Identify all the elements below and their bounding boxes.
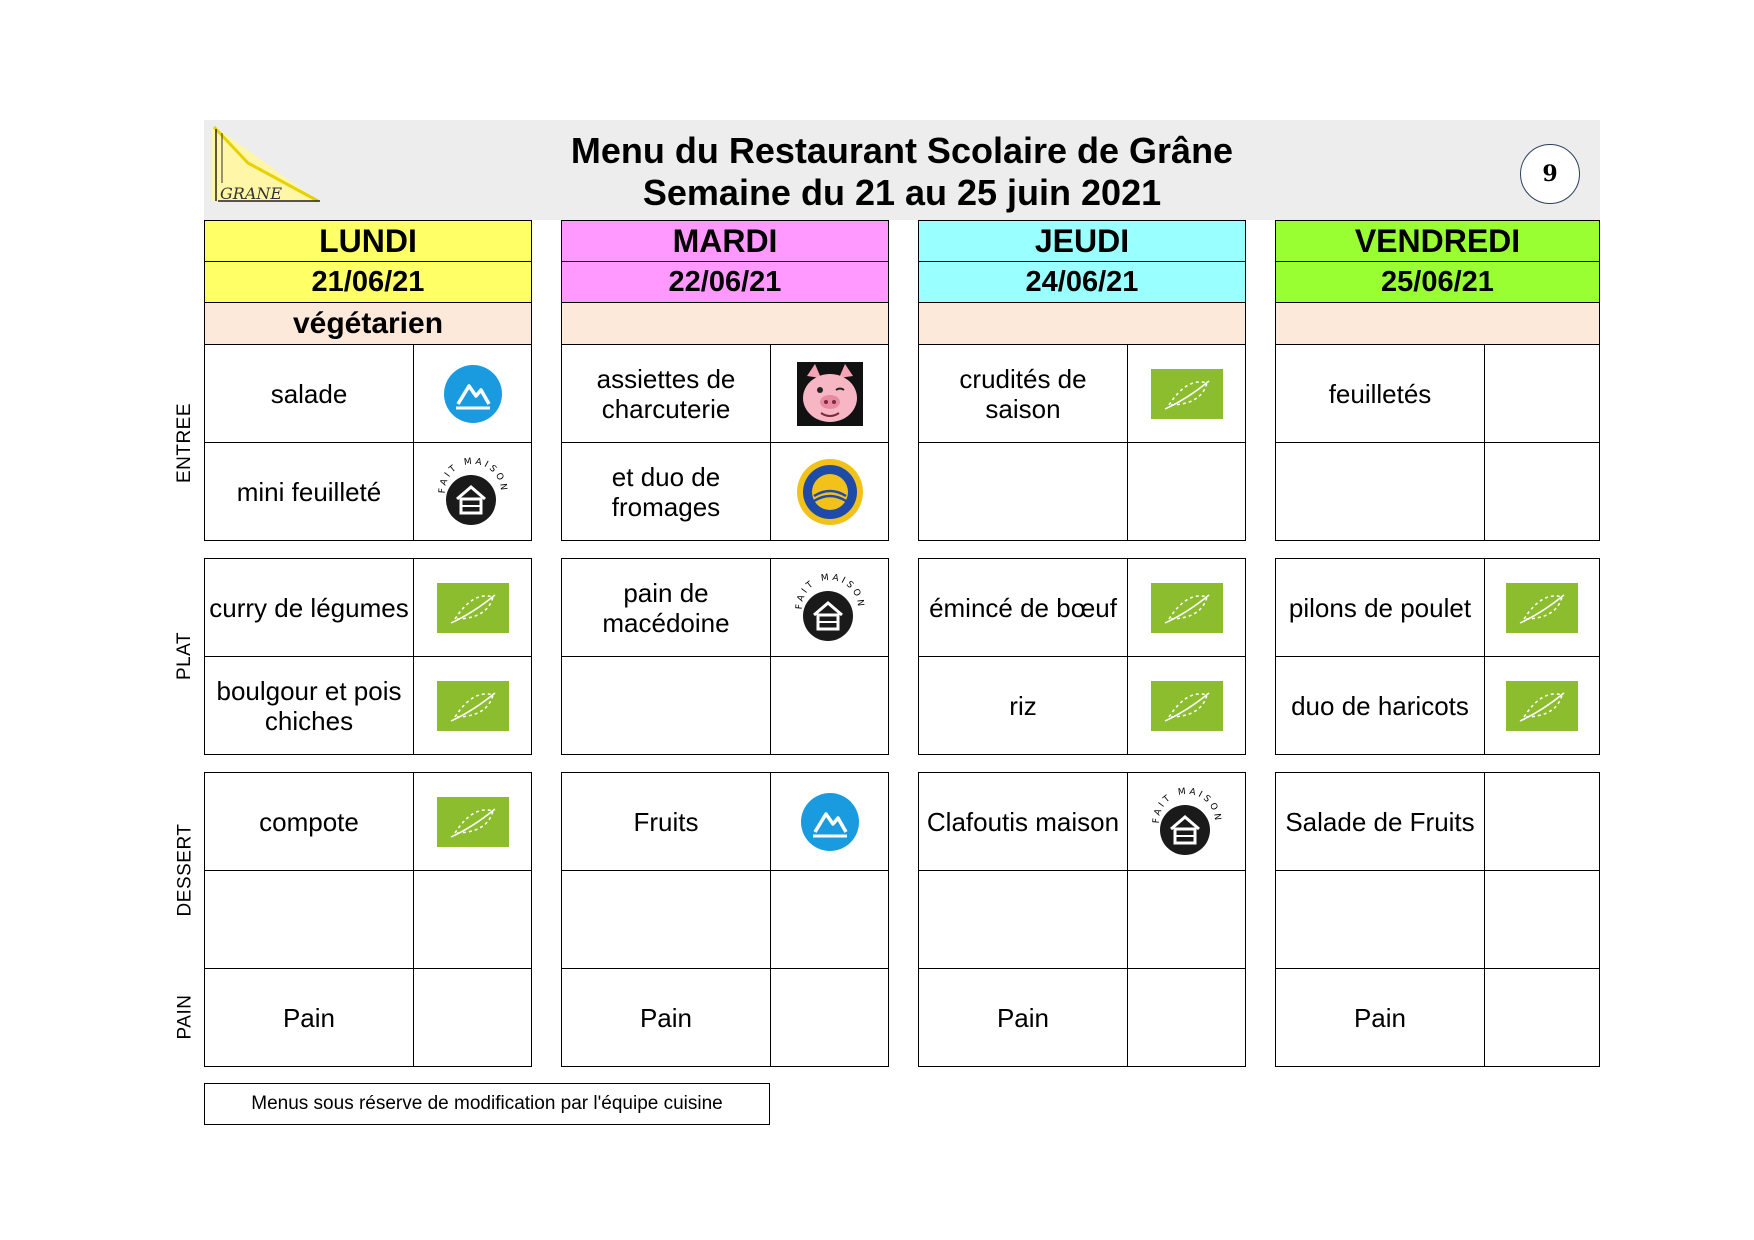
dessert-label-cell-1 bbox=[1484, 772, 1600, 871]
local-mountain-icon bbox=[443, 364, 503, 424]
entree-item-1: salade bbox=[204, 344, 414, 443]
local-mountain-icon bbox=[800, 792, 860, 852]
entree-label-cell-2 bbox=[413, 442, 532, 541]
eu-organic-leaf-icon bbox=[437, 681, 509, 731]
eu-organic-leaf-icon bbox=[1151, 583, 1223, 633]
plat-label-cell-1 bbox=[1484, 558, 1600, 657]
plat-label-cell-1 bbox=[413, 558, 532, 657]
entree-item-2 bbox=[1275, 442, 1485, 541]
plat-item-2 bbox=[561, 656, 771, 755]
section-label-dessert: DESSERT bbox=[174, 823, 195, 917]
plat-label-cell-2 bbox=[413, 656, 532, 755]
page-subtitle: Semaine du 21 au 25 juin 2021 bbox=[642, 172, 1162, 213]
day-theme bbox=[1275, 302, 1600, 345]
dessert-item-2 bbox=[1275, 870, 1485, 969]
entree-label-cell-1 bbox=[770, 344, 889, 443]
dessert-label-cell-2 bbox=[770, 870, 889, 969]
entree-item-2: et duo de fromages bbox=[561, 442, 771, 541]
entree-label-cell-2 bbox=[1484, 442, 1600, 541]
plat-label-cell-1 bbox=[770, 558, 889, 657]
pain-label-cell bbox=[413, 968, 532, 1067]
plat-item-2: duo de haricots bbox=[1275, 656, 1485, 755]
eu-organic-leaf-icon bbox=[1151, 681, 1223, 731]
eu-organic-leaf-icon bbox=[1151, 369, 1223, 419]
day-date: 22/06/21 bbox=[561, 261, 889, 303]
plat-label-cell-1 bbox=[1127, 558, 1246, 657]
entree-item-2: mini feuilleté bbox=[204, 442, 414, 541]
section-label-plat: PLAT bbox=[174, 631, 196, 681]
page-title: Menu du Restaurant Scolaire de Grâne bbox=[570, 130, 1234, 171]
entree-label-cell-1 bbox=[413, 344, 532, 443]
day-date: 24/06/21 bbox=[918, 261, 1246, 303]
fait-maison-icon bbox=[1149, 784, 1225, 860]
plat-item-1: émincé de bœuf bbox=[918, 558, 1128, 657]
eu-organic-leaf-icon bbox=[437, 583, 509, 633]
pain-item: Pain bbox=[204, 968, 414, 1067]
entree-item-1: feuilletés bbox=[1275, 344, 1485, 443]
dessert-item-2 bbox=[561, 870, 771, 969]
dessert-item-1: Salade de Fruits bbox=[1275, 772, 1485, 871]
entree-label-cell-2 bbox=[1127, 442, 1246, 541]
entree-label-cell-2 bbox=[770, 442, 889, 541]
day-theme: végétarien bbox=[204, 302, 532, 345]
dessert-label-cell-2 bbox=[1484, 870, 1600, 969]
day-theme bbox=[561, 302, 889, 345]
dessert-item-2 bbox=[204, 870, 414, 969]
svg-text:FAIT MAISON: FAIT MAISON bbox=[794, 572, 865, 610]
dessert-label-cell-1 bbox=[770, 772, 889, 871]
eu-organic-leaf-icon bbox=[437, 797, 509, 847]
logo-text: GRANE bbox=[220, 184, 283, 203]
plat-item-2: riz bbox=[918, 656, 1128, 755]
dessert-item-1: Fruits bbox=[561, 772, 771, 871]
plat-item-2: boulgour et pois chiches bbox=[204, 656, 414, 755]
day-name: MARDI bbox=[561, 220, 889, 262]
dessert-label-cell-1 bbox=[413, 772, 532, 871]
day-date: 21/06/21 bbox=[204, 261, 532, 303]
day-name: LUNDI bbox=[204, 220, 532, 262]
pain-item: Pain bbox=[918, 968, 1128, 1067]
dessert-label-cell-1 bbox=[1127, 772, 1246, 871]
dessert-item-1: compote bbox=[204, 772, 414, 871]
day-theme bbox=[918, 302, 1246, 345]
day-name: JEUDI bbox=[918, 220, 1246, 262]
day-name: VENDREDI bbox=[1275, 220, 1600, 262]
entree-item-1: assiettes de charcuterie bbox=[561, 344, 771, 443]
day-date: 25/06/21 bbox=[1275, 261, 1600, 303]
svg-text:FAIT MAISON: FAIT MAISON bbox=[437, 456, 508, 494]
pig-face-icon bbox=[797, 362, 863, 426]
dessert-label-cell-2 bbox=[413, 870, 532, 969]
plat-label-cell-2 bbox=[1127, 656, 1246, 755]
week-number-badge: 9 bbox=[1520, 144, 1580, 204]
pain-item: Pain bbox=[561, 968, 771, 1067]
dessert-item-2 bbox=[918, 870, 1128, 969]
section-label-pain: PAIN bbox=[174, 994, 195, 1040]
eu-organic-leaf-icon bbox=[1506, 681, 1578, 731]
pain-item: Pain bbox=[1275, 968, 1485, 1067]
pain-label-cell bbox=[1484, 968, 1600, 1067]
entree-label-cell-1 bbox=[1484, 344, 1600, 443]
plat-item-1: pain de macédoine bbox=[561, 558, 771, 657]
entree-item-2 bbox=[918, 442, 1128, 541]
pain-label-cell bbox=[1127, 968, 1246, 1067]
footer-note: Menus sous réserve de modification par l'équipe cuisine bbox=[204, 1083, 770, 1125]
plat-label-cell-2 bbox=[1484, 656, 1600, 755]
svg-text:FAIT MAISON: FAIT MAISON bbox=[1151, 786, 1222, 824]
fait-maison-icon bbox=[435, 454, 511, 530]
entree-label-cell-1 bbox=[1127, 344, 1246, 443]
dessert-item-1: Clafoutis maison bbox=[918, 772, 1128, 871]
dessert-label-cell-2 bbox=[1127, 870, 1246, 969]
fait-maison-icon bbox=[792, 570, 868, 646]
eu-organic-leaf-icon bbox=[1506, 583, 1578, 633]
section-label-entree: ENTREE bbox=[174, 402, 196, 484]
plat-item-1: curry de légumes bbox=[204, 558, 414, 657]
pain-label-cell bbox=[770, 968, 889, 1067]
plat-item-1: pilons de poulet bbox=[1275, 558, 1485, 657]
plat-label-cell-2 bbox=[770, 656, 889, 755]
entree-item-1: crudités de saison bbox=[918, 344, 1128, 443]
igp-seal-icon bbox=[796, 458, 864, 526]
